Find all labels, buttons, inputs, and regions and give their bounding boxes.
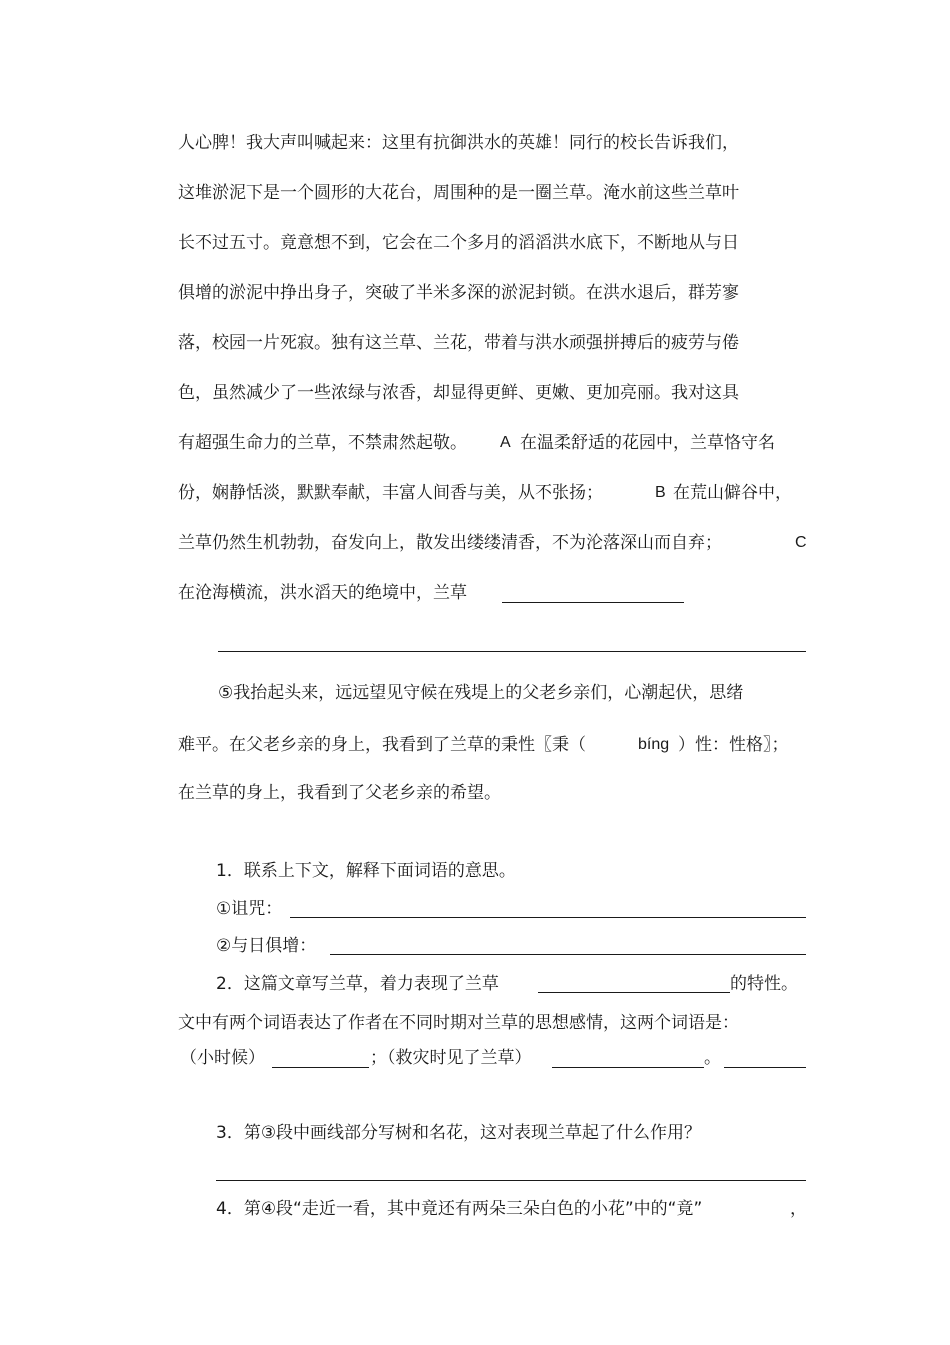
- question-2-tail: 的特性。: [730, 974, 798, 994]
- pinyin-bing: bíng: [638, 736, 670, 753]
- answer-blank-1b[interactable]: [330, 954, 806, 955]
- question-2-line-3a: （小时候）: [180, 1048, 265, 1068]
- marker-c: C: [795, 534, 807, 551]
- question-2: 2．这篇文章写兰草，着力表现了兰草: [216, 974, 499, 994]
- marker-b: B: [655, 484, 666, 501]
- passage-line-7: 有超强生命力的兰草，不禁肃然起敬。: [178, 433, 467, 453]
- para5-line-3: 在兰草的身上，我看到了父老乡亲的希望。: [178, 783, 501, 803]
- answer-blank-2-relief[interactable]: [552, 1067, 704, 1068]
- passage-line-5: 落，校园一片死寂。独有这兰草、兰花，带着与洪水顽强拼搏后的疲劳与倦: [178, 333, 739, 353]
- answer-blank-orchid[interactable]: [502, 602, 684, 603]
- answer-blank-3[interactable]: [216, 1180, 806, 1181]
- passage-line-9: 兰草仍然生机勃勃，奋发向上，散发出缕缕清香，不为沦落深山而自弃；: [178, 533, 722, 553]
- question-2-line-3b: ；（救灾时见了兰草）: [370, 1048, 532, 1068]
- question-2-line-2: 文中有两个词语表达了作者在不同时期对兰草的思想感情，这两个词语是：: [178, 1013, 739, 1033]
- answer-blank-1a[interactable]: [290, 917, 806, 918]
- question-3: 3．第③段中画线部分写树和名花，这对表现兰草起了什么作用？: [216, 1123, 702, 1143]
- passage-line-7-tail: 在温柔舒适的花园中，兰草恪守名: [520, 433, 775, 453]
- passage-line-1: 人心脾！我大声叫喊起来：这里有抗御洪水的英雄！同行的校长告诉我们，: [178, 133, 739, 153]
- answer-blank-2-extra[interactable]: [724, 1067, 806, 1068]
- question-1: 1．联系上下文，解释下面词语的意思。: [216, 861, 516, 881]
- answer-line-full[interactable]: [218, 651, 806, 652]
- answer-blank-2-trait[interactable]: [538, 992, 730, 993]
- question-4: 4．第④段“走近一看，其中竟还有两朵三朵白色的小花”中的“竟”: [216, 1199, 703, 1219]
- answer-blank-2-childhood[interactable]: [272, 1067, 369, 1068]
- para5-line-2-tail: ）性：性格〗；: [678, 735, 789, 755]
- passage-line-6: 色，虽然减少了一些浓绿与浓香，却显得更鲜、更嫩、更加亮丽。我对这具: [178, 383, 739, 403]
- marker-a: A: [500, 434, 511, 451]
- question-1a-label: ①诅咒：: [216, 899, 283, 919]
- para5-line-1: ⑤我抬起头来，远远望见守候在残堤上的父老乡亲们，心潮起伏，思绪: [218, 683, 744, 703]
- question-1b-label: ②与日俱增：: [216, 936, 317, 956]
- passage-line-8: 份，娴静恬淡，默默奉献，丰富人间香与美，从不张扬；: [178, 483, 603, 503]
- passage-line-3: 长不过五寸。竟意想不到，它会在二个多月的滔滔洪水底下，不断地从与日: [178, 233, 739, 253]
- passage-line-2: 这堆淤泥下是一个圆形的大花台，周围种的是一圈兰草。淹水前这些兰草叶: [178, 183, 739, 203]
- passage-line-4: 俱增的淤泥中挣出身子，突破了半米多深的淤泥封锁。在洪水退后，群芳寥: [178, 283, 739, 303]
- question-2-period: 。: [704, 1048, 721, 1068]
- passage-line-10: 在沧海横流，洪水滔天的绝境中，兰草: [178, 583, 467, 603]
- passage-line-8-tail: 在荒山僻谷中，: [673, 483, 792, 503]
- question-4-comma: ，: [790, 1199, 807, 1219]
- para5-line-2: 难平。在父老乡亲的身上，我看到了兰草的秉性〖秉（: [178, 735, 586, 755]
